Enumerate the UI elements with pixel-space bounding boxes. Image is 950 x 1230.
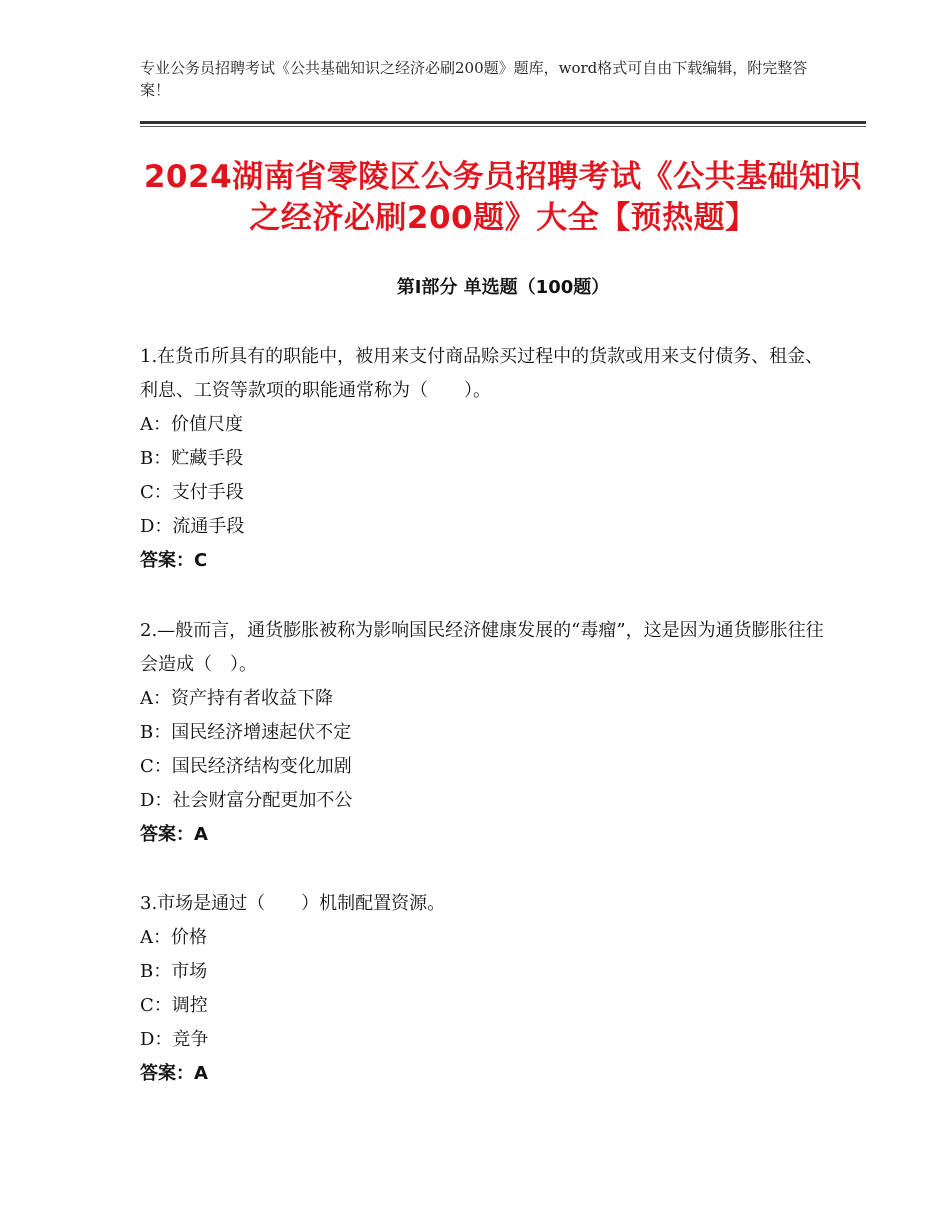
option-b: B：贮藏手段 [140, 448, 244, 469]
header-divider-thick [140, 121, 866, 124]
answer: 答案：C [140, 550, 208, 571]
answer: 答案：A [140, 1063, 208, 1084]
question-1 [140, 340, 840, 578]
option-a: A：价值尺度 [140, 414, 243, 435]
question-stem: 1.在货币所具有的职能中，被用来支付商品赊买过程中的货款或用来支付债务、租金、利息、工资等款项的职能通常称为（ ）。 [140, 346, 824, 401]
option-d: D：流通手段 [140, 516, 245, 537]
question-stem: 3.市场是通过（ ）机制配置资源。 [140, 893, 446, 914]
option-d: D：竞争 [140, 1029, 209, 1050]
answer: 答案：A [140, 824, 208, 845]
question-3 [140, 887, 840, 1091]
option-c: C：支付手段 [140, 482, 244, 503]
document-title: 2024湖南省零陵区公务员招聘考试《公共基础知识之经济必刷200题》大全【预热题】 [143, 159, 863, 236]
section-title: 第Ⅰ部分 单选题（100题） [396, 277, 610, 298]
question-2 [140, 614, 840, 852]
question-stem: 2.—般而言，通货膨胀被称为影响国民经济健康发展的“毒瘤”，这是因为通货膨胀往往会造成（ ）。 [140, 620, 824, 675]
option-c: C：调控 [140, 995, 208, 1016]
header-note: 专业公务员招聘考试《公共基础知识之经济必刷200题》题库，word格式可自由下载编辑，附完整答案！ [140, 59, 808, 99]
option-a: A：资产持有者收益下降 [140, 688, 333, 709]
option-a: A：价格 [140, 927, 207, 948]
option-d: D：社会财富分配更加不公 [140, 790, 353, 811]
option-b: B：国民经济增速起伏不定 [140, 722, 352, 743]
option-c: C：国民经济结构变化加剧 [140, 756, 352, 777]
header-divider-thin [140, 126, 866, 127]
option-b: B：市场 [140, 961, 208, 982]
